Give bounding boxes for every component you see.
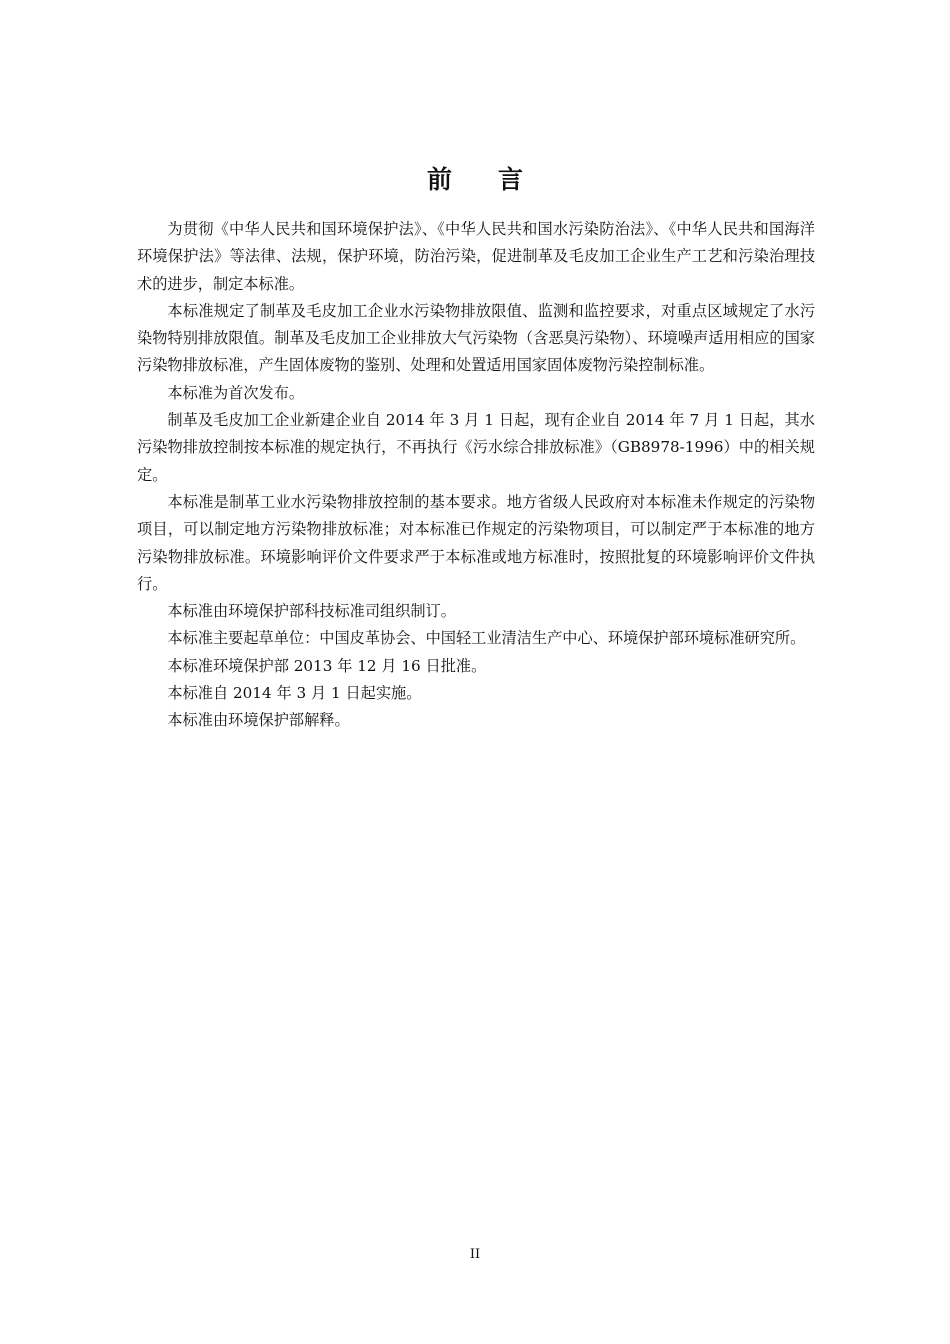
- foreword-body: [137, 216, 815, 735]
- paragraph-drafting-units: 本标准主要起草单位：中国皮革协会、中国轻工业清洁生产中心、环境保护部环境标准研究所。: [167, 629, 806, 648]
- paragraph-first-release: 本标准为首次发布。: [167, 383, 305, 402]
- paragraph-interpretation: 本标准由环境保护部解释。: [167, 711, 350, 730]
- paragraph-purpose: 为贯彻《中华人民共和国环境保护法》、《中华人民共和国水污染防治法》、《中华人民共和国海洋环境保护法》等法律、法规，保护环境，防治污染，促进制革及毛皮加工企业生产工艺和污染治理技术的进步，制定本标准。: [137, 220, 815, 293]
- page-number: II: [469, 1247, 481, 1262]
- paragraph-implementation: 本标准自 2014 年 3 月 1 日起实施。: [167, 684, 422, 703]
- paragraph-effective-dates: 制革及毛皮加工企业新建企业自 2014 年 3 月 1 日起，现有企业自 2014 年 7 月 1 日起，其水污染物排放控制按本标准的规定执行，不再执行《污水综合排放标准》（GB8978-1996）中的相关规定。: [137, 411, 815, 484]
- paragraph-scope: 本标准规定了制革及毛皮加工企业水污染物排放限值、监测和监控要求，对重点区域规定了水污染物特别排放限值。制革及毛皮加工企业排放大气污染物（含恶臭污染物）、环境噪声适用相应的国家污染物排放标准，产生固体废物的鉴别、处理和处置适用国家固体废物污染控制标准。: [137, 301, 815, 375]
- paragraph-approval: 本标准环境保护部 2013 年 12 月 16 日批准。: [167, 656, 487, 675]
- page-title: 前言: [426, 165, 569, 194]
- paragraph-organizer: 本标准由环境保护部科技标准司组织制订。: [167, 602, 456, 621]
- paragraph-basic-requirements: 本标准是制革工业水污染物排放控制的基本要求。地方省级人民政府对本标准未作规定的污染物项目，可以制定地方污染物排放标准；对本标准已作规定的污染物项目，可以制定严于本标准的地方污染物排放标准。环境影响评价文件要求严于本标准或地方标准时，按照批复的环境影响评价文件执行。: [137, 492, 815, 593]
